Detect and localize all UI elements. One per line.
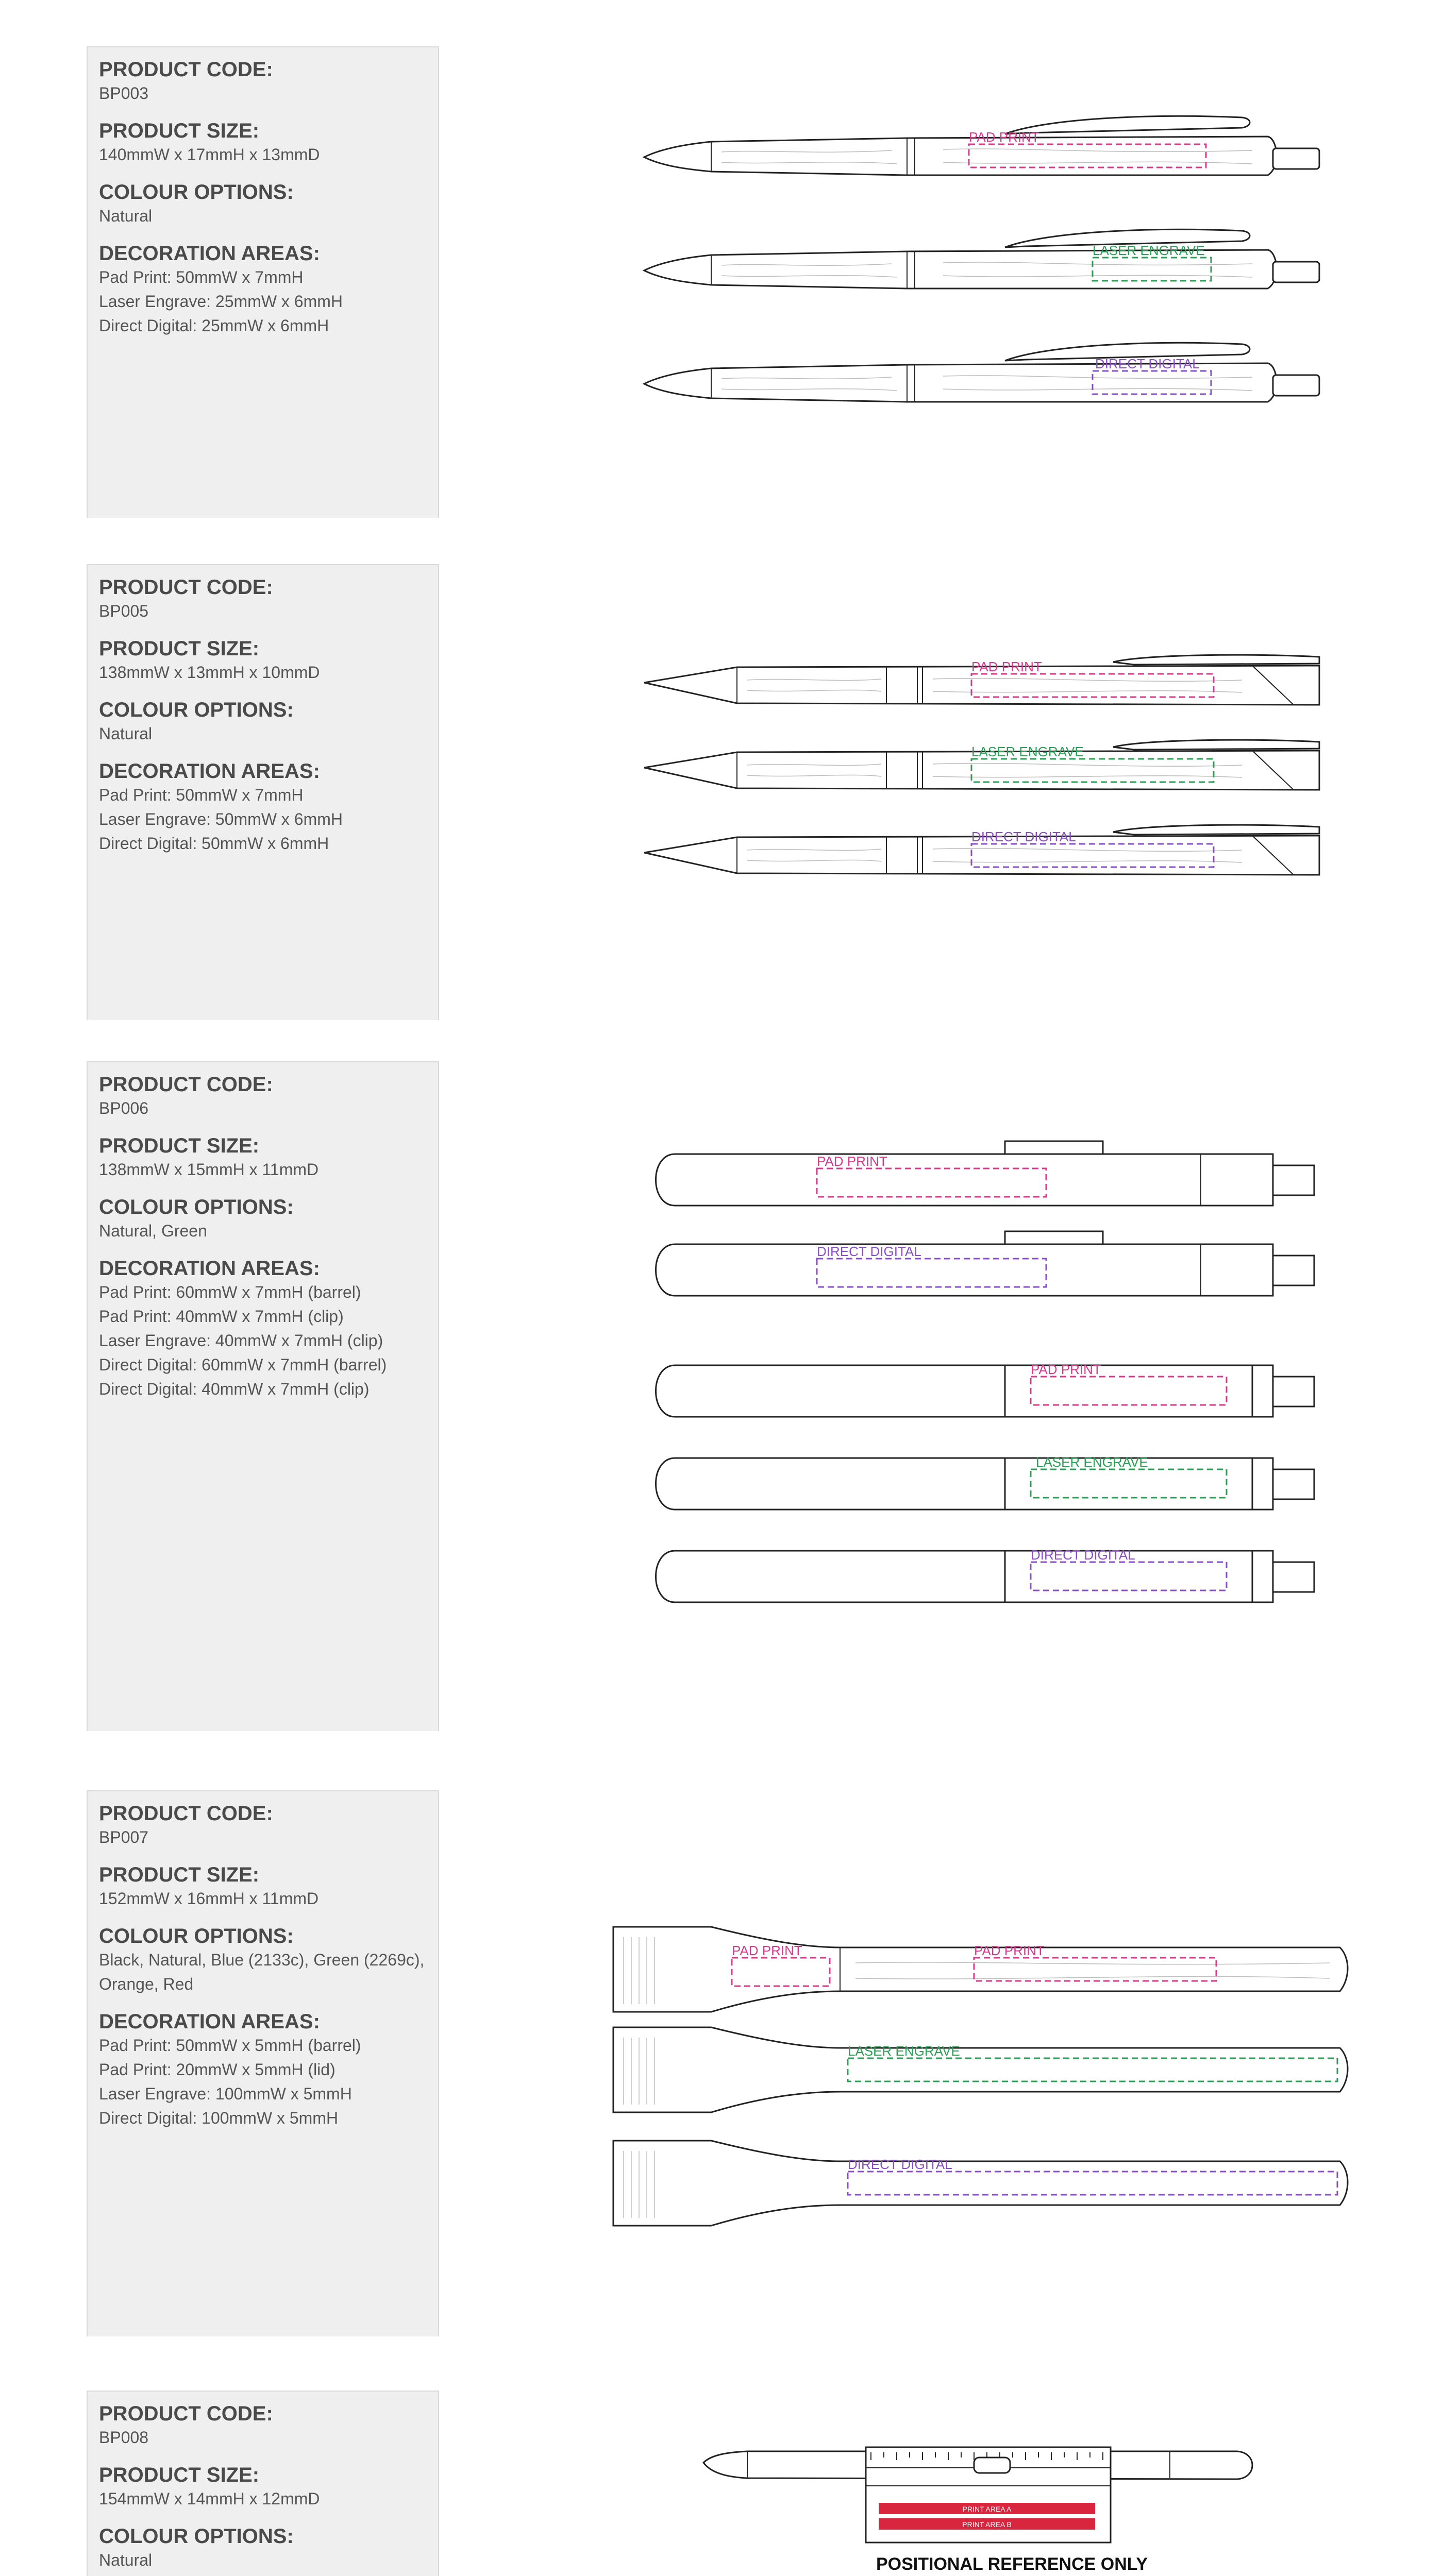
label-pad-print: PAD PRINT [971, 659, 1042, 674]
bp006-pen-barrel-direct-digital [656, 1231, 1315, 1296]
bp003-pen-drawings [634, 103, 1355, 433]
label-pad-print-barrel: PAD PRINT [974, 1943, 1045, 1958]
bp003-pen-pad-print [644, 116, 1319, 175]
bp005-pen-direct-digital [644, 825, 1319, 875]
bp005-pen-drawings [634, 634, 1355, 902]
product-size-value: 140mmW x 17mmH x 13mmD [99, 145, 320, 164]
product-code-value: BP006 [99, 1099, 149, 1117]
ruler-print-area-a-label: PRINT AREA A [962, 2505, 1012, 2513]
decoration-list [99, 783, 427, 856]
decoration-item: Pad Print: 50mmW x 7mmH [99, 268, 304, 286]
colour-options-value: Natural [99, 724, 153, 743]
bp006-pen-clip-direct-digital [656, 1547, 1315, 1602]
bp007-pen-direct-digital [613, 2141, 1348, 2226]
label-pad-print: PAD PRINT [969, 129, 1039, 145]
colour-options-heading: COLOUR OPTIONS: [99, 1925, 294, 1947]
decoration-item: Direct Digital: 40mmW x 7mmH (clip) [99, 1380, 370, 1398]
label-direct-digital: DIRECT DIGITAL [971, 829, 1076, 844]
bp005-pen-pad-print [644, 655, 1319, 705]
bp008-positional-reference-drawing [701, 2432, 1268, 2555]
decoration-item: Pad Print: 60mmW x 7mmH (barrel) [99, 1283, 361, 1301]
decoration-item: Pad Print: 40mmW x 7mmH (clip) [99, 1307, 344, 1326]
colour-options-value: Black, Natural, Blue (2133c), Green (2269c), Orange, Red [99, 1951, 425, 1993]
product-size-heading: PRODUCT SIZE: [99, 637, 260, 660]
product-size-value: 138mmW x 15mmH x 11mmD [99, 1160, 319, 1179]
label-pad-print-lid: PAD PRINT [732, 1943, 802, 1958]
product-card-bp006 [87, 1061, 439, 1731]
label-laser-engrave: LASER ENGRAVE [1093, 243, 1205, 258]
decoration-item: Laser Engrave: 25mmW x 6mmH [99, 292, 343, 311]
positional-reference-note: POSITIONAL REFERENCE ONLY [876, 2554, 1148, 2574]
label-direct-digital: DIRECT DIGITAL [1095, 356, 1200, 371]
product-card-bp003 [87, 46, 439, 518]
label-pad-print: PAD PRINT [817, 1154, 887, 1169]
decoration-item: Laser Engrave: 40mmW x 7mmH (clip) [99, 1331, 383, 1350]
decoration-item: Pad Print: 50mmW x 7mmH [99, 786, 304, 804]
product-card-bp008 [87, 2391, 439, 2576]
bp007-pen-laser-engrave [613, 2027, 1348, 2112]
product-size-heading: PRODUCT SIZE: [99, 120, 260, 142]
label-direct-digital: DIRECT DIGITAL [817, 1244, 921, 1259]
product-size-value: 138mmW x 13mmH x 10mmD [99, 663, 320, 682]
decoration-list [99, 265, 427, 338]
product-code-value: BP007 [99, 1828, 149, 1846]
product-code-heading: PRODUCT CODE: [99, 576, 273, 599]
label-laser-engrave: LASER ENGRAVE [1036, 1454, 1148, 1470]
colour-options-value: Natural [99, 2551, 153, 2569]
bp007-pen-drawings [608, 1906, 1361, 2246]
decoration-item: Direct Digital: 100mmW x 5mmH [99, 2109, 339, 2127]
colour-options-value: Natural [99, 207, 153, 225]
decoration-item: Laser Engrave: 100mmW x 5mmH [99, 2084, 352, 2103]
label-laser-engrave: LASER ENGRAVE [971, 744, 1084, 759]
decoration-item: Direct Digital: 25mmW x 6mmH [99, 316, 329, 335]
decoration-list [99, 2033, 427, 2130]
product-code-heading: PRODUCT CODE: [99, 1073, 273, 1096]
bp006-pen-clip-laser-engrave [656, 1454, 1315, 1510]
colour-options-heading: COLOUR OPTIONS: [99, 2525, 294, 2548]
decoration-item: Laser Engrave: 50mmW x 6mmH [99, 810, 343, 828]
decoration-areas-heading: DECORATION AREAS: [99, 1257, 320, 1280]
decoration-item: Direct Digital: 60mmW x 7mmH (barrel) [99, 1355, 387, 1374]
bp006-pen-barrel-pad-print [656, 1141, 1315, 1206]
bp003-pen-direct-digital [644, 343, 1319, 402]
decoration-areas-heading: DECORATION AREAS: [99, 242, 320, 265]
bp007-pen-pad-print [613, 1927, 1348, 2012]
bp006-pen-clip-pad-print [656, 1362, 1315, 1417]
colour-options-heading: COLOUR OPTIONS: [99, 699, 294, 721]
decoration-item: Pad Print: 50mmW x 5mmH (barrel) [99, 2036, 361, 2055]
product-card-bp005 [87, 564, 439, 1020]
ruler-print-area-b-label: PRINT AREA B [962, 2520, 1012, 2529]
product-size-value: 154mmW x 14mmH x 12mmD [99, 2489, 320, 2508]
label-direct-digital: DIRECT DIGITAL [848, 2157, 952, 2172]
decoration-areas-heading: DECORATION AREAS: [99, 2010, 320, 2033]
bp006-pen-drawings [634, 1128, 1355, 1623]
product-code-value: BP003 [99, 84, 149, 103]
label-direct-digital: DIRECT DIGITAL [1031, 1547, 1135, 1563]
label-pad-print: PAD PRINT [1031, 1362, 1101, 1377]
product-card-bp007 [87, 1790, 439, 2336]
decoration-list [99, 1280, 427, 1401]
decoration-item: Direct Digital: 50mmW x 6mmH [99, 834, 329, 853]
colour-options-value: Natural, Green [99, 1222, 207, 1240]
colour-options-heading: COLOUR OPTIONS: [99, 181, 294, 204]
product-size-heading: PRODUCT SIZE: [99, 2464, 260, 2486]
bp003-pen-laser-engrave [644, 229, 1319, 289]
decoration-areas-heading: DECORATION AREAS: [99, 760, 320, 783]
product-code-value: BP005 [99, 602, 149, 620]
decoration-item: Pad Print: 20mmW x 5mmH (lid) [99, 2060, 335, 2079]
product-code-heading: PRODUCT CODE: [99, 58, 273, 81]
product-code-value: BP008 [99, 2428, 149, 2447]
bp005-pen-laser-engrave [644, 740, 1319, 790]
product-size-heading: PRODUCT SIZE: [99, 1863, 260, 1886]
product-size-value: 152mmW x 16mmH x 11mmD [99, 1889, 319, 1908]
product-size-heading: PRODUCT SIZE: [99, 1134, 260, 1157]
label-laser-engrave: LASER ENGRAVE [848, 2043, 960, 2059]
colour-options-heading: COLOUR OPTIONS: [99, 1196, 294, 1218]
product-code-heading: PRODUCT CODE: [99, 1802, 273, 1825]
product-code-heading: PRODUCT CODE: [99, 2402, 273, 2425]
